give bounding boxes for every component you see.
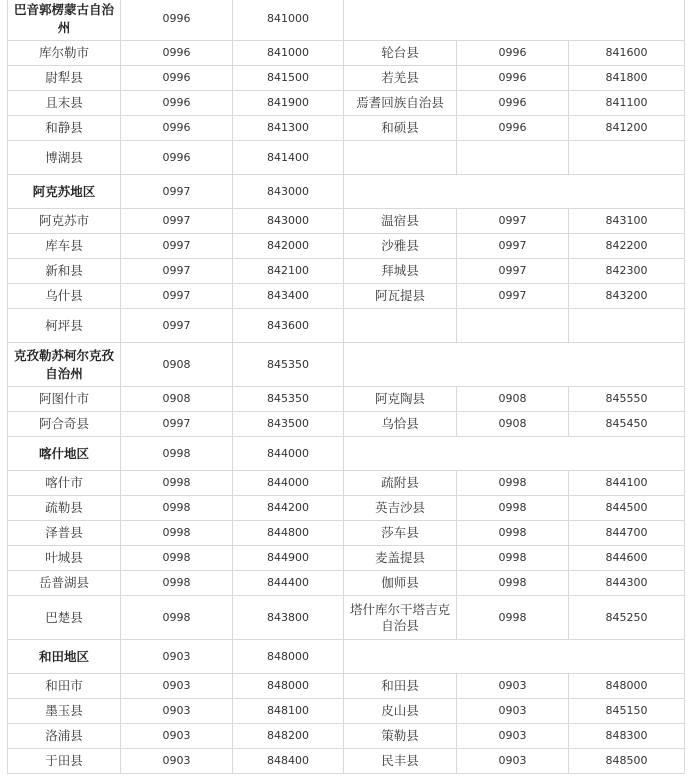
area-code-cell: 0908 bbox=[121, 343, 233, 387]
postal-code-cell: 843500 bbox=[233, 412, 344, 437]
county-name-cell: 岳普湖县 bbox=[8, 571, 121, 596]
postal-code-cell: 848500 bbox=[569, 749, 685, 774]
table-row bbox=[8, 66, 685, 91]
county-name-cell bbox=[344, 141, 457, 175]
county-name-cell: 和田地区 bbox=[8, 640, 121, 674]
postal-code-cell: 843600 bbox=[233, 309, 344, 343]
county-name-cell: 焉耆回族自治县 bbox=[344, 91, 457, 116]
postal-code-cell: 841300 bbox=[233, 116, 344, 141]
postal-code-cell: 841500 bbox=[233, 66, 344, 91]
county-name-cell: 克孜勒苏柯尔克孜自治州 bbox=[8, 343, 121, 387]
area-code-cell: 0998 bbox=[457, 596, 569, 640]
area-code-cell: 0998 bbox=[121, 496, 233, 521]
area-code-cell: 0998 bbox=[457, 496, 569, 521]
postal-code-cell: 844800 bbox=[233, 521, 344, 546]
postal-code-cell: 845550 bbox=[569, 387, 685, 412]
area-code-cell: 0903 bbox=[457, 749, 569, 774]
county-name-cell: 库尔勒市 bbox=[8, 41, 121, 66]
area-code-cell: 0997 bbox=[121, 175, 233, 209]
table-row bbox=[8, 724, 685, 749]
county-name-cell: 塔什库尔干塔吉克自治县 bbox=[344, 596, 457, 640]
area-code-cell: 0997 bbox=[121, 309, 233, 343]
table-row bbox=[8, 496, 685, 521]
postal-code-cell: 844900 bbox=[233, 546, 344, 571]
table-row bbox=[8, 116, 685, 141]
area-code-cell: 0996 bbox=[121, 116, 233, 141]
area-code-cell: 0998 bbox=[121, 471, 233, 496]
area-code-cell: 0996 bbox=[457, 41, 569, 66]
area-code-cell: 0996 bbox=[457, 91, 569, 116]
county-name-cell: 墨玉县 bbox=[8, 699, 121, 724]
area-code-cell: 0998 bbox=[121, 437, 233, 471]
county-name-cell: 若羌县 bbox=[344, 66, 457, 91]
county-name-cell: 和田市 bbox=[8, 674, 121, 699]
region-header-row bbox=[8, 640, 685, 674]
region-header-row bbox=[8, 175, 685, 209]
county-name-cell: 博湖县 bbox=[8, 141, 121, 175]
postal-code-cell: 848300 bbox=[569, 724, 685, 749]
area-code-cell: 0996 bbox=[121, 141, 233, 175]
postal-code-cell: 841900 bbox=[233, 91, 344, 116]
area-code-cell: 0903 bbox=[121, 640, 233, 674]
county-name-cell bbox=[344, 309, 457, 343]
table-row bbox=[8, 412, 685, 437]
county-name-cell: 阿合奇县 bbox=[8, 412, 121, 437]
county-name-cell: 阿克陶县 bbox=[344, 387, 457, 412]
area-code-cell: 0998 bbox=[121, 571, 233, 596]
area-code-cell: 0997 bbox=[121, 284, 233, 309]
area-code-cell: 0903 bbox=[457, 674, 569, 699]
area-code-cell: 0908 bbox=[121, 387, 233, 412]
area-code-cell bbox=[457, 309, 569, 343]
table-row bbox=[8, 284, 685, 309]
table-row bbox=[8, 521, 685, 546]
area-code-cell: 0903 bbox=[121, 674, 233, 699]
area-code-cell: 0997 bbox=[457, 259, 569, 284]
empty-cell bbox=[344, 175, 685, 209]
postal-code-cell: 845250 bbox=[569, 596, 685, 640]
table-row bbox=[8, 141, 685, 175]
county-name-cell: 巴音郭楞蒙古自治州 bbox=[8, 0, 121, 41]
area-code-cell: 0903 bbox=[121, 699, 233, 724]
county-name-cell: 拜城县 bbox=[344, 259, 457, 284]
area-code-cell: 0997 bbox=[121, 412, 233, 437]
county-name-cell: 叶城县 bbox=[8, 546, 121, 571]
area-code-cell: 0908 bbox=[457, 412, 569, 437]
postal-code-cell: 841600 bbox=[569, 41, 685, 66]
region-header-row bbox=[8, 0, 685, 41]
area-code-cell: 0996 bbox=[121, 91, 233, 116]
postal-code-cell: 848200 bbox=[233, 724, 344, 749]
area-code-cell: 0997 bbox=[457, 234, 569, 259]
empty-cell bbox=[344, 640, 685, 674]
county-name-cell: 英吉沙县 bbox=[344, 496, 457, 521]
postal-code-cell: 843800 bbox=[233, 596, 344, 640]
county-name-cell: 洛浦县 bbox=[8, 724, 121, 749]
postal-code-table bbox=[7, 0, 685, 774]
postal-code-cell: 844200 bbox=[233, 496, 344, 521]
area-code-cell: 0998 bbox=[121, 521, 233, 546]
area-code-cell: 0998 bbox=[457, 546, 569, 571]
county-name-cell: 且末县 bbox=[8, 91, 121, 116]
county-name-cell: 伽师县 bbox=[344, 571, 457, 596]
county-name-cell: 疏勒县 bbox=[8, 496, 121, 521]
postal-code-cell: 841200 bbox=[569, 116, 685, 141]
postal-code-cell: 844500 bbox=[569, 496, 685, 521]
empty-cell bbox=[344, 437, 685, 471]
area-code-cell: 0996 bbox=[121, 41, 233, 66]
area-code-cell: 0997 bbox=[121, 209, 233, 234]
table-row bbox=[8, 309, 685, 343]
county-name-cell: 乌恰县 bbox=[344, 412, 457, 437]
postal-code-cell: 841000 bbox=[233, 0, 344, 41]
postal-code-cell: 844000 bbox=[233, 471, 344, 496]
postal-code-cell bbox=[569, 141, 685, 175]
area-code-cell bbox=[457, 141, 569, 175]
county-name-cell: 策勒县 bbox=[344, 724, 457, 749]
postal-code-cell: 843000 bbox=[233, 209, 344, 234]
postal-code-cell: 841800 bbox=[569, 66, 685, 91]
region-header-row bbox=[8, 437, 685, 471]
table-body bbox=[8, 0, 685, 774]
area-code-cell: 0903 bbox=[457, 699, 569, 724]
table-row bbox=[8, 234, 685, 259]
county-name-cell: 和硕县 bbox=[344, 116, 457, 141]
county-name-cell: 新和县 bbox=[8, 259, 121, 284]
postal-code-cell: 843400 bbox=[233, 284, 344, 309]
postal-code-cell: 845150 bbox=[569, 699, 685, 724]
postal-code-cell: 848000 bbox=[233, 674, 344, 699]
table-row bbox=[8, 259, 685, 284]
postal-code-cell: 841000 bbox=[233, 41, 344, 66]
county-name-cell: 温宿县 bbox=[344, 209, 457, 234]
area-code-cell: 0997 bbox=[457, 209, 569, 234]
county-name-cell: 阿克苏地区 bbox=[8, 175, 121, 209]
table-row bbox=[8, 91, 685, 116]
area-code-cell: 0998 bbox=[121, 596, 233, 640]
county-name-cell: 喀什地区 bbox=[8, 437, 121, 471]
county-name-cell: 库车县 bbox=[8, 234, 121, 259]
area-code-cell: 0998 bbox=[457, 521, 569, 546]
county-name-cell: 阿图什市 bbox=[8, 387, 121, 412]
area-code-cell: 0996 bbox=[121, 66, 233, 91]
postal-code-cell: 841100 bbox=[569, 91, 685, 116]
postal-code-cell: 845450 bbox=[569, 412, 685, 437]
area-code-cell: 0996 bbox=[121, 0, 233, 41]
county-name-cell: 柯坪县 bbox=[8, 309, 121, 343]
postal-code-cell: 844100 bbox=[569, 471, 685, 496]
county-name-cell: 泽普县 bbox=[8, 521, 121, 546]
area-code-cell: 0903 bbox=[121, 724, 233, 749]
postal-code-cell: 843100 bbox=[569, 209, 685, 234]
postal-code-cell: 848100 bbox=[233, 699, 344, 724]
area-code-cell: 0998 bbox=[457, 471, 569, 496]
county-name-cell: 巴楚县 bbox=[8, 596, 121, 640]
postal-code-cell: 842100 bbox=[233, 259, 344, 284]
postal-code-cell: 848000 bbox=[569, 674, 685, 699]
area-code-cell: 0996 bbox=[457, 66, 569, 91]
postal-code-cell: 844300 bbox=[569, 571, 685, 596]
region-header-row bbox=[8, 343, 685, 387]
table-row bbox=[8, 546, 685, 571]
empty-cell bbox=[344, 0, 685, 41]
area-code-cell: 0903 bbox=[121, 749, 233, 774]
postal-code-cell: 844700 bbox=[569, 521, 685, 546]
table-row bbox=[8, 471, 685, 496]
table-row bbox=[8, 41, 685, 66]
area-code-cell: 0997 bbox=[457, 284, 569, 309]
table-row bbox=[8, 387, 685, 412]
county-name-cell: 麦盖提县 bbox=[344, 546, 457, 571]
area-code-cell: 0998 bbox=[121, 546, 233, 571]
postal-code-cell: 843200 bbox=[569, 284, 685, 309]
postal-code-cell: 845350 bbox=[233, 343, 344, 387]
postal-code-cell: 841400 bbox=[233, 141, 344, 175]
county-name-cell: 疏附县 bbox=[344, 471, 457, 496]
county-name-cell: 沙雅县 bbox=[344, 234, 457, 259]
county-name-cell: 和田县 bbox=[344, 674, 457, 699]
table-row bbox=[8, 699, 685, 724]
county-name-cell: 阿瓦提县 bbox=[344, 284, 457, 309]
postal-code-cell: 845350 bbox=[233, 387, 344, 412]
county-name-cell: 轮台县 bbox=[344, 41, 457, 66]
area-code-cell: 0908 bbox=[457, 387, 569, 412]
empty-cell bbox=[344, 343, 685, 387]
postal-code-cell: 844400 bbox=[233, 571, 344, 596]
area-code-cell: 0903 bbox=[457, 724, 569, 749]
postal-code-cell: 844600 bbox=[569, 546, 685, 571]
county-name-cell: 阿克苏市 bbox=[8, 209, 121, 234]
county-name-cell: 于田县 bbox=[8, 749, 121, 774]
postal-code-cell: 843000 bbox=[233, 175, 344, 209]
postal-code-cell: 842000 bbox=[233, 234, 344, 259]
postal-code-cell: 848400 bbox=[233, 749, 344, 774]
county-name-cell: 民丰县 bbox=[344, 749, 457, 774]
area-code-cell: 0996 bbox=[457, 116, 569, 141]
table-row bbox=[8, 674, 685, 699]
postal-code-cell: 848000 bbox=[233, 640, 344, 674]
area-code-cell: 0997 bbox=[121, 259, 233, 284]
table-row bbox=[8, 209, 685, 234]
area-code-cell: 0998 bbox=[457, 571, 569, 596]
county-name-cell: 喀什市 bbox=[8, 471, 121, 496]
postal-code-cell bbox=[569, 309, 685, 343]
county-name-cell: 皮山县 bbox=[344, 699, 457, 724]
area-code-cell: 0997 bbox=[121, 234, 233, 259]
table-row bbox=[8, 571, 685, 596]
postal-code-cell: 842300 bbox=[569, 259, 685, 284]
postal-code-cell: 842200 bbox=[569, 234, 685, 259]
table-row bbox=[8, 749, 685, 774]
county-name-cell: 莎车县 bbox=[344, 521, 457, 546]
table-row bbox=[8, 596, 685, 640]
county-name-cell: 乌什县 bbox=[8, 284, 121, 309]
county-name-cell: 尉犁县 bbox=[8, 66, 121, 91]
postal-code-cell: 844000 bbox=[233, 437, 344, 471]
county-name-cell: 和静县 bbox=[8, 116, 121, 141]
